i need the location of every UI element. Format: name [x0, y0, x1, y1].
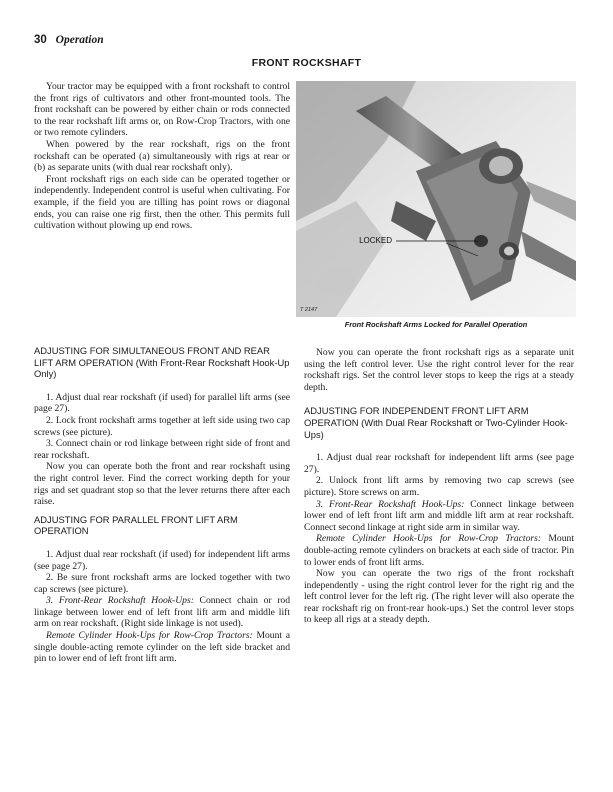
body-paragraph: Now you can operate the two rigs of the front rockshaft independently - using the right control lever for the right rig and the left control lever for the left rig. (The right lever will also operate the rear rockshaft rig on front-rear hook-ups.) Set the control lever stops to keep all rigs at a steady depth. — [304, 568, 574, 626]
step-paragraph — [34, 630, 290, 665]
intro-paragraph: Your tractor may be equipped with a front rockshaft to control the front rigs of cultivators and other front-mounted tools. The front rockshaft can be powered by either chain or rods connected to the rear rockshaft lift arms or, on Row-Crop Tractors, with one or two remote cylinders. — [34, 81, 290, 139]
intro-paragraph: Front rockshaft rigs on each side can be operated together or independently. Independent control is useful when cultivating. For example, if the field you are tilling has point rows or diagonal ends, you can raise one rig first, then the other. This permits full cultivation without plowing up end rows. — [34, 173, 290, 232]
page-title: FRONT ROCKSHAFT — [251, 57, 362, 69]
figure-id: T 2147 — [300, 307, 318, 313]
step-label: Remote Cylinder Hook-Ups for Row-Crop Tractors: — [316, 533, 542, 545]
figure-caption: Front Rockshaft Arms Locked for Parallel Operation — [344, 320, 528, 329]
intro-paragraph: When powered by the rear rockshaft, rigs on the front rockshaft can be operated (a) simultaneously with rigs at rear or (b) as separate units (with dual rear rockshaft only). — [34, 138, 290, 174]
section-heading-independent: ADJUSTING FOR INDEPENDENT FRONT LIFT ARM OPERATION (With Dual Rear Rockshaft or Two-Cylinder Hook-Ups) — [304, 405, 568, 440]
step-paragraph: 2. Unlock front lift arms by removing two cap screws (see picture). Store screws on arm. — [304, 475, 574, 498]
step-paragraph: 3. Connect chain or rod linkage between right side of front and rear rockshaft. — [34, 438, 290, 461]
step-paragraph: 1. Adjust dual rear rockshaft (if used) for independent lift arms (see page 27). — [34, 548, 290, 572]
intro-text — [34, 81, 290, 232]
section-heading-simultaneous: ADJUSTING FOR SIMULTANEOUS FRONT AND REAR LIFT ARM OPERATION (With Front-Rear Rockshaft Hook-Up Only) — [34, 345, 290, 380]
step-paragraph — [34, 595, 290, 630]
step-label: 3. Front-Rear Rockshaft Hook-Ups: — [316, 498, 465, 510]
step-text: Mount a single double-acting remote cylinder on the left side bracket and pin to lower end of left front lift arm. — [34, 630, 290, 665]
step-text: Connect linkage between lower end of left front lift arm and middle lift arm at rear rockshaft. Connect second linkage at right side arm in similar way. — [304, 498, 574, 533]
rockshaft-photo — [296, 81, 576, 317]
step-paragraph: 2. Be sure front rockshaft arms are locked together with two cap screws (see picture). — [34, 572, 290, 595]
step-text: Mount double-acting remote cylinders on brackets at each side of tractor. Pin to lower ends of front lift arms. — [304, 533, 574, 568]
step-paragraph — [304, 499, 574, 534]
step-label: Remote Cylinder Hook-Ups for Row-Crop Tractors: — [46, 630, 253, 642]
body-paragraph: Now you can operate both the front and rear rockshaft using the right control lever. Find the correct working depth for your rigs and set quadrant stop so that the lever returns there after each raise. — [34, 461, 290, 508]
section-name: Operation — [55, 34, 104, 46]
rockshaft-illustration — [296, 81, 576, 317]
step-text: Connect chain or rod linkage between lower end of left front lift arm and middle lift arm on rear rockshaft. (Right side linkage is not used). — [34, 595, 290, 630]
step-paragraph: 2. Lock front rockshaft arms together at left side using two cap screws (see picture). — [34, 414, 290, 438]
step-paragraph — [304, 533, 574, 568]
right-column-sections — [304, 347, 574, 626]
body-paragraph: Now you can operate the front rockshaft rigs as a separate unit using the left control lever. Use the right control lever for the rear rockshaft rigs. Set the control lever stops to keep the rigs at a steady depth. — [304, 347, 574, 393]
step-paragraph: 1. Adjust dual rear rockshaft (if used) for parallel lift arms (see page 27). — [34, 391, 290, 415]
step-paragraph: 1. Adjust dual rear rockshaft for independent lift arms (see page 27). — [304, 452, 574, 475]
locked-label: LOCKED — [359, 236, 392, 245]
left-column-sections — [34, 345, 290, 665]
step-label: 3. Front-Rear Rockshaft Hook-Ups: — [46, 595, 194, 607]
page-header — [34, 34, 104, 46]
section-heading-parallel: ADJUSTING FOR PARALLEL FRONT LIFT ARM OPERATION — [34, 513, 238, 537]
page-number: 30 — [34, 34, 47, 46]
